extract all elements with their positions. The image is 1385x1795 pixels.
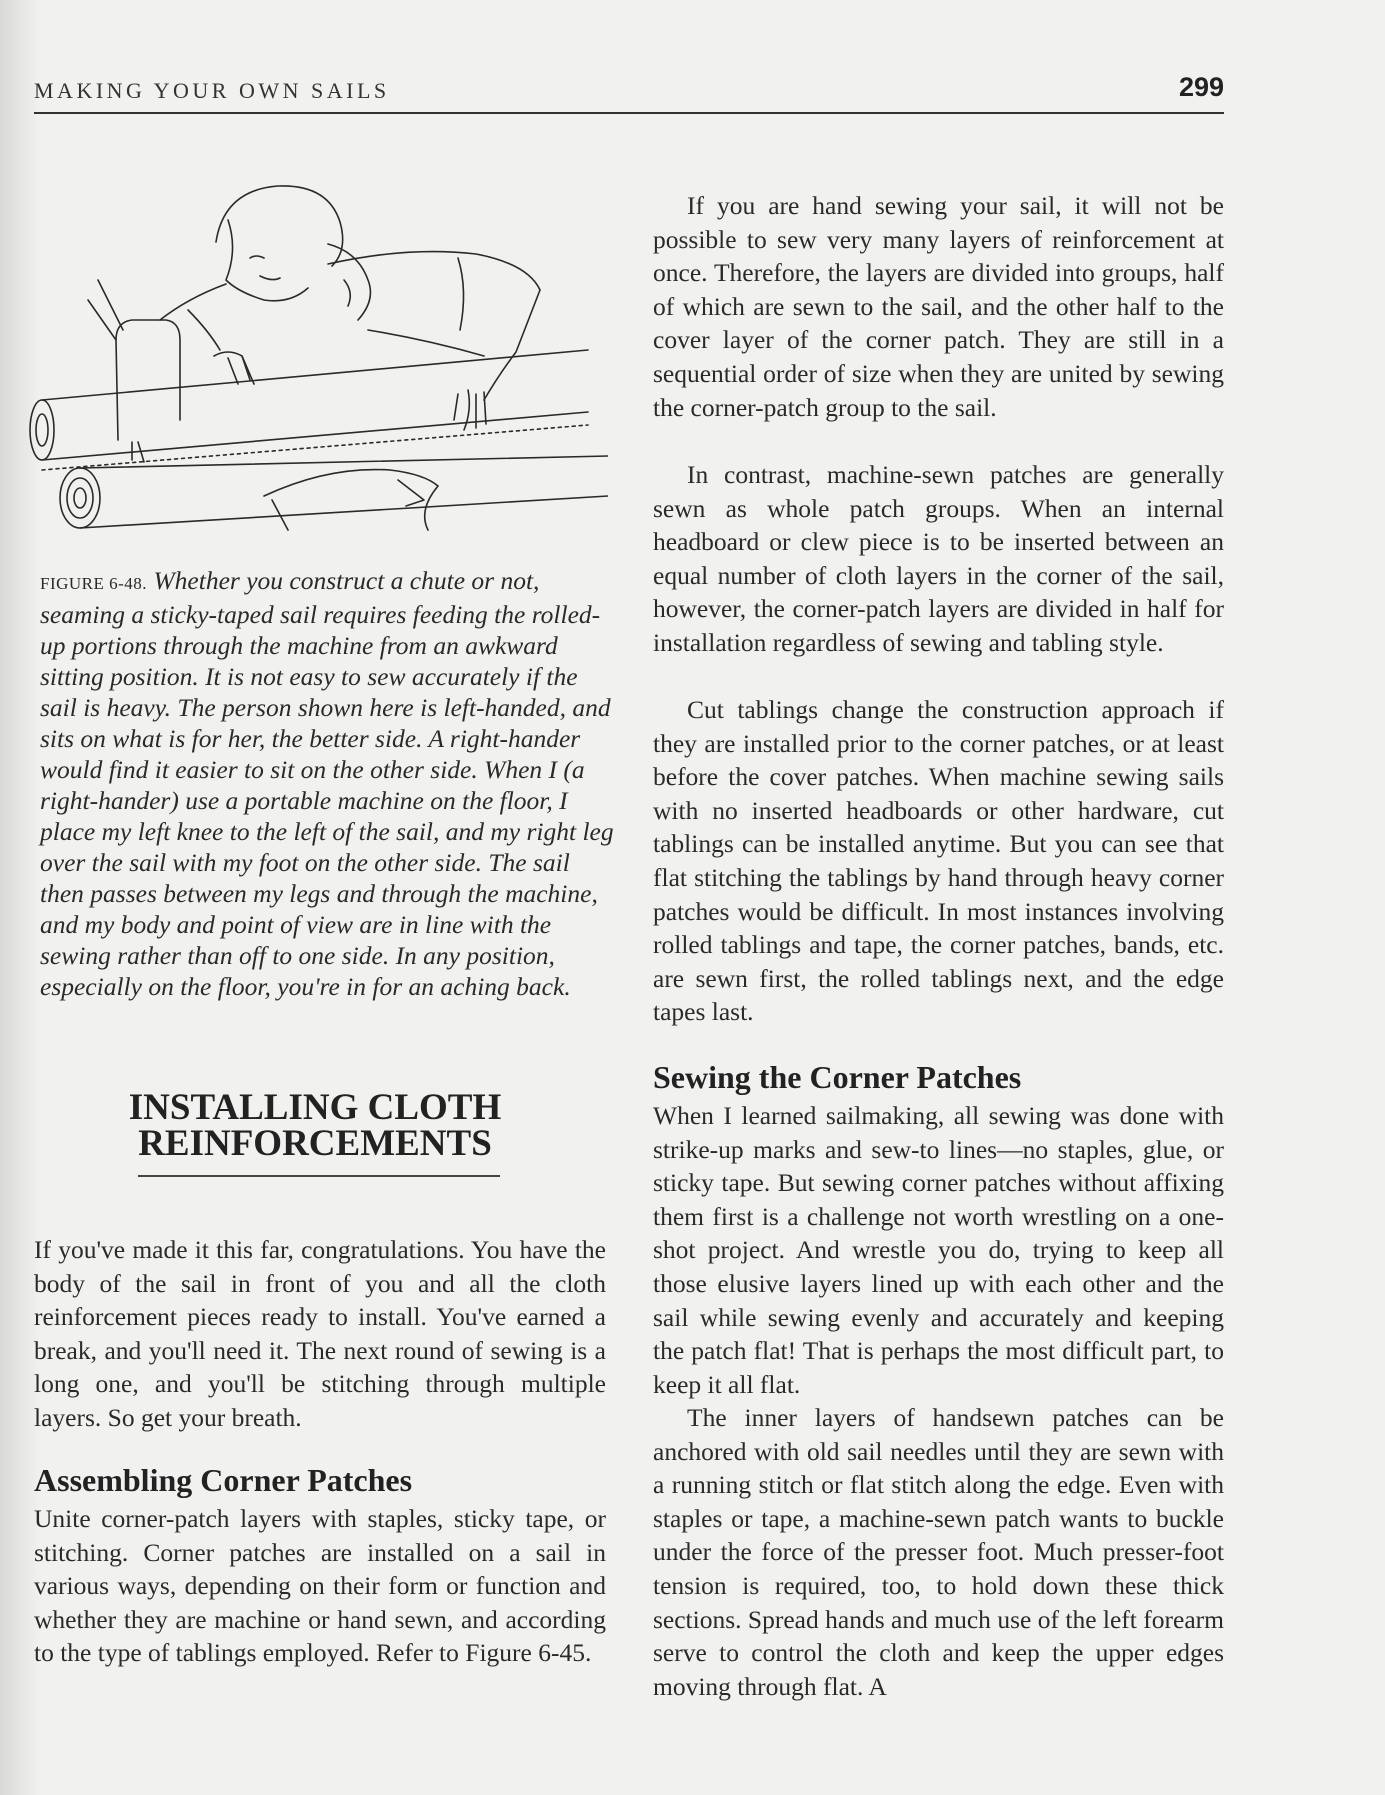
subhead-sewing-corner-patches: Sewing the Corner Patches xyxy=(653,1059,1022,1095)
running-head: MAKING YOUR OWN SAILS xyxy=(34,78,390,103)
figure-illustration xyxy=(28,180,608,550)
right-paragraph-5: The inner layers of handsewn patches can be anchored with old sail needles until they are sewn with a running stitch or flat stitch along the edge. Even with staples or tape, a machine-sewn patch wants to buckle under the force of the presser foot. Much presser-foot tension is required, too, to hold down these thick sections. Spread hands and much use of the left forearm serve to control the cloth and keep the upper edges moving through flat. A xyxy=(653,1403,1224,1701)
figure-label: FIGURE 6-48. xyxy=(40,574,148,593)
subhead-assembling-corner-patches: Assembling Corner Patches xyxy=(34,1462,413,1498)
figure-caption-text: Whether you construct a chute or not, seaming a sticky-taped sail requires feeding the rolled-up portions through the machine from an awkward sitting position. It is not easy to sew accurately if the sail is heavy. The person shown here is left-handed, and sits on what is for her, the better side. A right-hander would find it easier to sit on the other side. When I (a right-hander) use a portable machine on the floor, I place my left knee to the left of the sail, and my right leg over the sail with my foot on the other side. The sail then passes between my legs and through the machine, and my body and point of view are in line with the sewing rather than off to one side. In any position, especially on the floor, you're in for an aching back. xyxy=(40,566,614,1001)
section-title-line1: INSTALLING CLOTH xyxy=(128,1087,502,1128)
page-number: 299 xyxy=(1178,72,1224,102)
right-paragraph-3: Cut tablings change the construction approach if they are installed prior to the corner patches, or at least before the cover patches. When machine sewing sails with no inserted headboards or other hardware, cut tablings can be installed anytime. But you can see that flat stitching the tablings by hand through heavy corner patches would be difficult. In most instances involving rolled tablings and tape, the corner patches, bands, etc. are sewn first, the rolled tablings next, and the edge tapes last. xyxy=(653,695,1224,1027)
right-paragraph-1: If you are hand sewing your sail, it will not be possible to sew very many layers of reinforcement at once. Therefore, the layers are divided into groups, half of which are sewn to the sail, and the other half to the cover layer of the corner patch. They are still in a sequential order of size when they are united by sewing the corner-patch group to the sail. xyxy=(653,191,1224,422)
section-title-rule xyxy=(138,1175,500,1177)
right-paragraph-4: When I learned sailmaking, all sewing was done with strike-up marks and sew-to lines—no staples, glue, or sticky tape. But sewing corner patches without affixing them first is a challenge not worth wrestling on a one-shot project. And wrestle you do, trying to keep all those elusive layers lined up with each other and the sail while sewing evenly and accurately and keeping the patch flat! That is perhaps the most difficult part, to keep it all flat. xyxy=(653,1101,1224,1399)
assembling-paragraph: Unite corner-patch layers with staples, sticky tape, or stitching. Corner patches are installed on a sail in various ways, depending on their form or function and whether they are machine or hand sewn, and according to the type of tablings employed. Refer to Figure 6-45. xyxy=(34,1504,606,1668)
section-title-line2: REINFORCEMENTS xyxy=(138,1123,492,1164)
right-paragraph-2: In contrast, machine-sewn patches are generally sewn as whole patch groups. When an internal headboard or clew piece is to be inserted between an equal number of cloth layers in the corner of the sail, however, the corner-patch layers are divided in half for installation regardless of sewing and tabling style. xyxy=(653,460,1224,657)
section-title xyxy=(120,1087,510,1164)
intro-paragraph: If you've made it this far, congratulations. You have the body of the sail in front of you and all the cloth reinforcement pieces ready to install. You've earned a break, and you'll need it. The next round of sewing is a long one, and you'll be stitching through multiple layers. So get your breath. xyxy=(34,1235,606,1432)
figure-caption xyxy=(40,565,615,1002)
page-header xyxy=(34,72,1224,114)
